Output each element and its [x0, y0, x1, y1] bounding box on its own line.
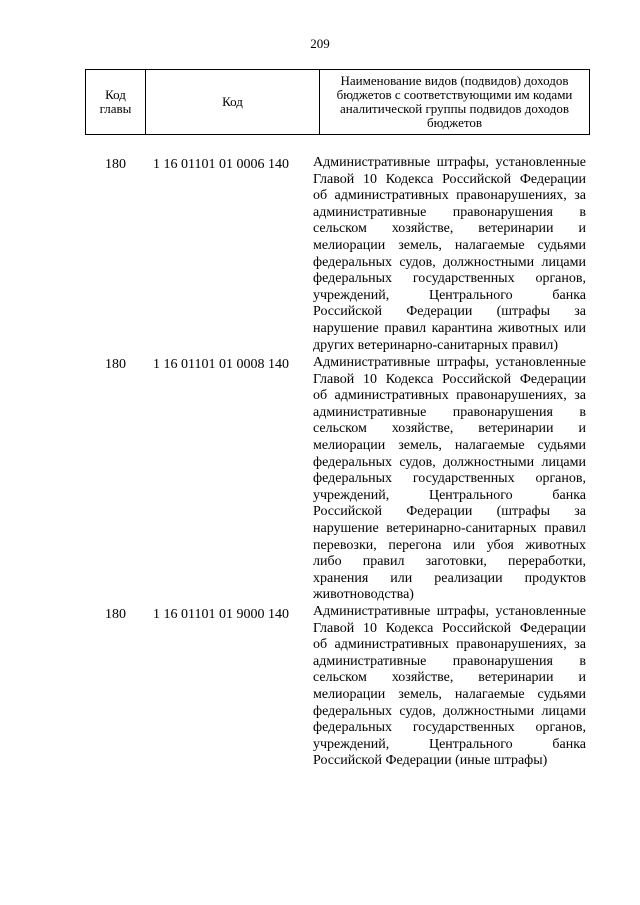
income-code: 1 16 01101 01 0006 140 [153, 157, 289, 172]
page-number: 209 [310, 36, 330, 51]
name-line: федеральных государственных органов, [313, 471, 586, 487]
name-line: либо правил заготовки, переработки, [313, 554, 586, 570]
name-line: сельском хозяйстве, ветеринарии и [313, 421, 586, 437]
name-line: мелиорации земель, налагаемые судьями [313, 437, 586, 453]
name-line: федеральных государственных органов, [313, 271, 586, 287]
name-line: Российской Федерации (штрафы за [313, 504, 586, 520]
chapter-code: 180 [105, 357, 126, 372]
income-code: 1 16 01101 01 0008 140 [153, 357, 289, 372]
chapter-code: 180 [105, 607, 126, 622]
name-line: об административных правонарушениях, за [313, 188, 586, 204]
name-line: животноводства) [313, 587, 414, 603]
name-line: мелиорации земель, налагаемые судьями [313, 237, 586, 253]
name-line: учреждений, Центрального банка [313, 736, 586, 752]
name-line: хранения или реализации продуктов [313, 570, 586, 586]
header-chapter-code: Код главы [86, 70, 146, 135]
name-line: об административных правонарушениях, за [313, 388, 586, 404]
name-line: Главой 10 Кодекса Российской Федерации [313, 171, 586, 187]
name-line: учреждений, Центрального банка [313, 487, 586, 503]
name-line: федеральных судов, должностными лицами [313, 454, 586, 470]
name-line: федеральных судов, должностными лицами [313, 254, 586, 270]
name-line: Административные штрафы, установленные [313, 355, 586, 370]
name-line: сельском хозяйстве, ветеринарии и [313, 670, 586, 686]
table-header [85, 69, 590, 135]
name-line: Главой 10 Кодекса Российской Федерации [313, 371, 586, 387]
name-line: федеральных судов, должностными лицами [313, 703, 586, 719]
name-line: других ветеринарно-санитарных правил) [313, 337, 559, 353]
name-line: федеральных государственных органов, [313, 720, 586, 736]
name-line: Российской Федерации (иные штрафы) [313, 753, 548, 769]
income-name [313, 155, 586, 354]
header-code: Код [146, 70, 320, 135]
name-line: Административные штрафы, установленные [313, 604, 586, 619]
name-line: Главой 10 Кодекса Российской Федерации [313, 620, 586, 636]
name-line: нарушение правил карантина животных или [313, 320, 586, 336]
name-line: административные правонарушения в [313, 404, 586, 420]
name-line: сельском хозяйстве, ветеринарии и [313, 221, 586, 237]
name-line: административные правонарушения в [313, 204, 586, 220]
name-line: административные правонарушения в [313, 653, 586, 669]
name-line: нарушение ветеринарно-санитарных правил [313, 520, 586, 536]
name-line: мелиорации земель, налагаемые судьями [313, 686, 586, 702]
chapter-code: 180 [105, 157, 126, 172]
name-line: учреждений, Центрального банка [313, 287, 586, 303]
name-line: об административных правонарушениях, за [313, 637, 586, 653]
name-line: Российской Федерации (штрафы за [313, 304, 586, 320]
income-name [313, 355, 586, 604]
name-line: Административные штрафы, установленные [313, 155, 586, 170]
header-name: Наименование видов (подвидов) доходов бюджетов с соответствующими им кодами аналитической группы подвидов доходов бюджетов [320, 70, 590, 135]
income-name [313, 604, 586, 770]
income-code: 1 16 01101 01 9000 140 [153, 607, 289, 622]
name-line: перевозки, перегона или убоя животных [313, 537, 586, 553]
